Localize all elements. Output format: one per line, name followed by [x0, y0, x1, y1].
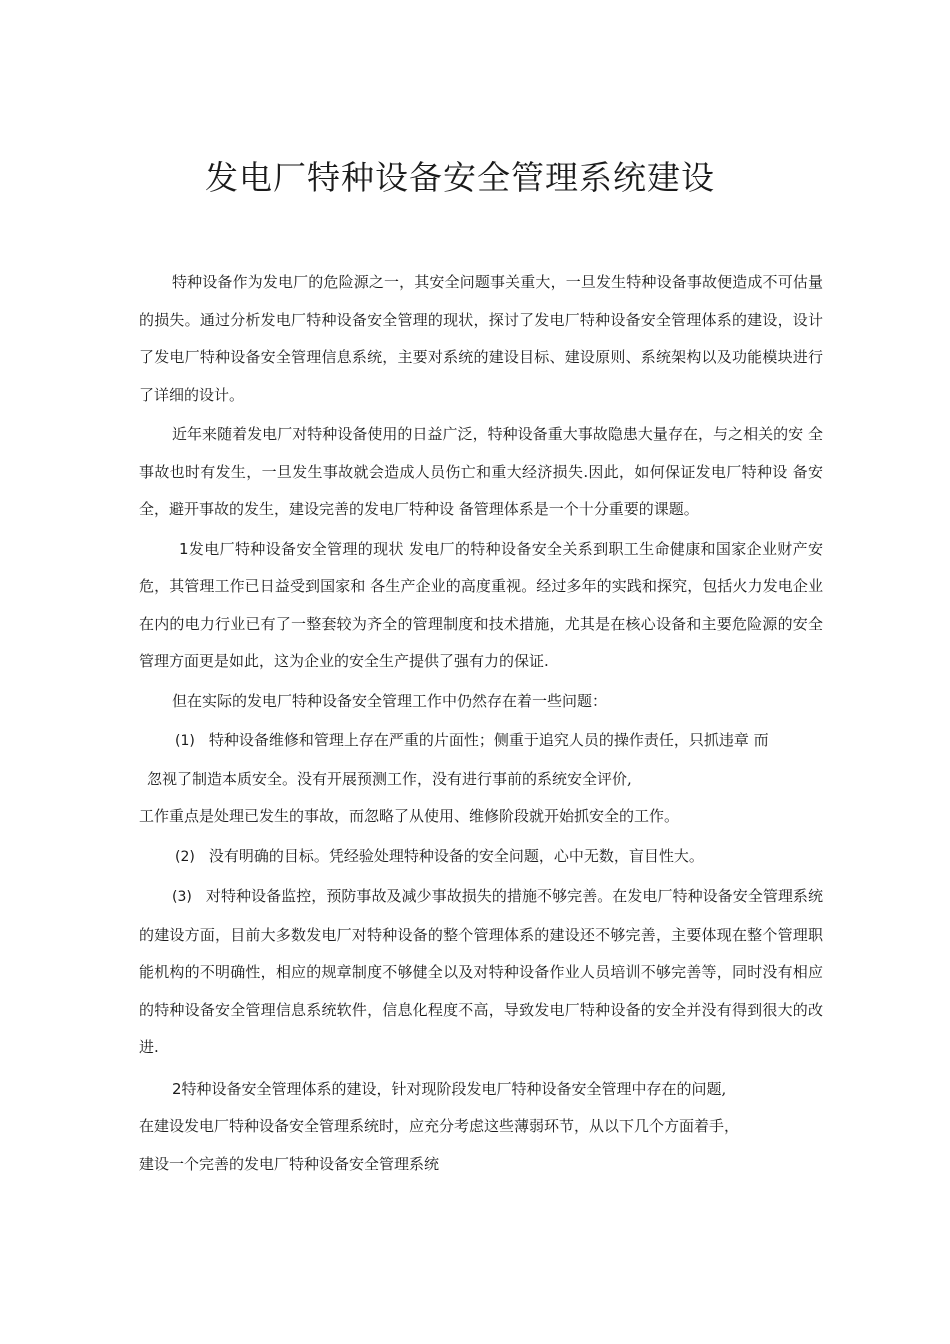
section-1-number: 1 [179, 539, 189, 558]
problem-item-2-number: (2) [175, 848, 195, 865]
document-body [139, 264, 823, 1183]
problems-intro: 但在实际的发电厂特种设备安全管理工作中仍然存在着一些问题： [172, 691, 608, 710]
section-2-line-1: 2特种设备安全管理体系的建设，针对现阶段发电厂特种设备安全管理中存在的问题, [172, 1079, 727, 1098]
problem-item-3: (3) 对特种设备监控，预防事故及减少事故损失的措施不够完善。在发电厂特种设备安全管理系统的建设方面，目前大多数发电厂对特种设备的整个管理体系的建设还不够完善，主要体现在整个管理职能机构的不明确性，相应的规章制度不够健全以及对特种设备作业人员培训不够完善等，同时没有相应的特种设备安全管理信息系统软件，信息化程度不高，导致发电厂特种设备的安全并没有得到很大的改进. [139, 887, 823, 1056]
section-2-line-3: 建设一个完善的发电厂特种设备安全管理系统 [139, 1154, 440, 1173]
document-title: 发电厂特种设备安全管理系统建设 [205, 158, 715, 197]
section-1-text: 发电厂特种设备安全管理的现状 发电厂的特种设备安全关系到职工生命健康和国家企业财产安危，其管理工作已日益受到国家和 各生产企业的高度重视。经过多年的实践和探究，包括火力发电企业在内的电力行业已有了一整套较为齐全的管理制度和技术措施，尤其是在核心设备和主要危险源的安全管理方面更是如此，这为企业的安全生产提供了强有力的保证. [139, 539, 823, 670]
section-2-number: 2 [172, 1079, 182, 1098]
section-2-line-2: 在建设发电厂特种设备安全管理系统时，应充分考虑这些薄弱环节，从以下几个方面着手， [139, 1117, 740, 1135]
problem-item-1-line-1: (1) 特种设备维修和管理上存在严重的片面性；侧重于追究人员的操作责任，只抓违章 而 [175, 731, 769, 749]
problem-item-1-number: (1) [175, 733, 195, 749]
section-1-paragraph [139, 531, 823, 681]
intro-paragraph: 近年来随着发电厂对特种设备使用的日益广泛，特种设备重大事故隐患大量存在，与之相关的安 全事故也时有发生，一旦发生事故就会造成人员伤亡和重大经济损失.因此，如何保证发电厂特种设 备安全，避开事故的发生，建设完善的发电厂特种设 备管理体系是一个十分重要的课题。 [139, 425, 823, 518]
problem-item-1-line-3: 工作重点是处理已发生的事故，而忽略了从使用、维修阶段就开始抓安全的工作。 [139, 807, 680, 825]
problem-item-2: (2) 没有明确的目标。凭经验处理特种设备的安全问题，心中无数，盲目性大。 [175, 846, 704, 865]
problem-item-3-number: (3) [172, 889, 192, 905]
abstract-paragraph: 特种设备作为发电厂的危险源之一，其安全问题事关重大，一旦发生特种设备事故便造成不可估量的损失。通过分析发电厂特种设备安全管理的现状，探讨了发电厂特种设备安全管理体系的建设，设计了发电厂特种设备安全管理信息系统，主要对系统的建设目标、建设原则、系统架构以及功能模块进行了详细的设计。 [139, 273, 823, 404]
problem-item-1-line-2: 忽视了制造本质安全。没有开展预测工作，没有进行事前的系统安全评价, [147, 769, 632, 788]
